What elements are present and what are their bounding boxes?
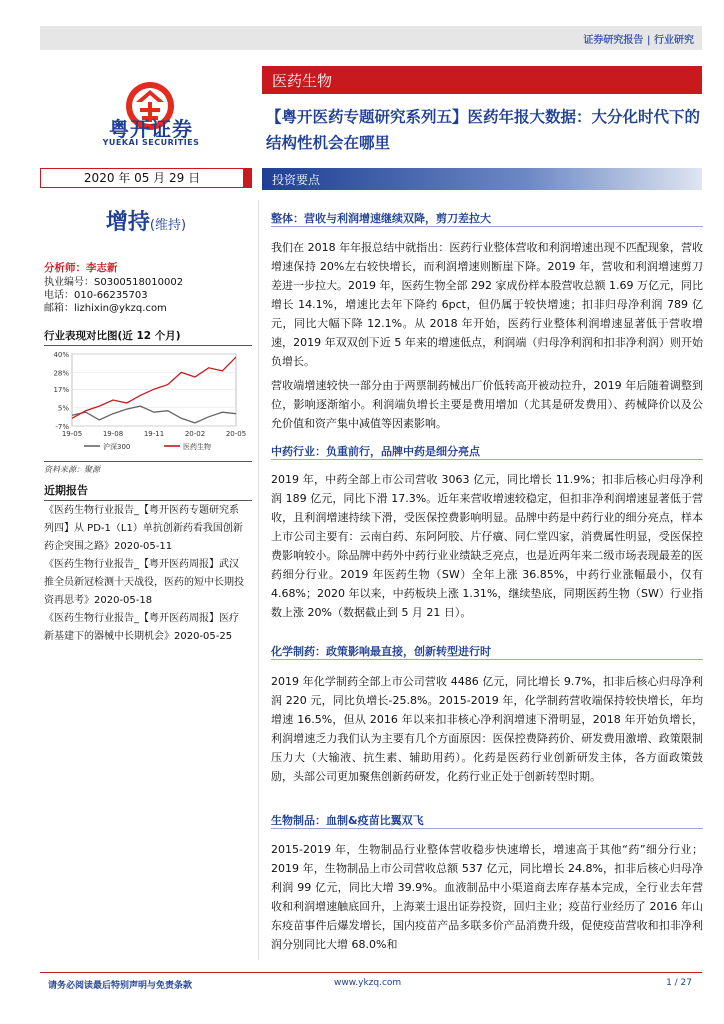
section-heading-chemical: 化学制药：政策影响最直接，创新转型进行时 bbox=[271, 643, 703, 660]
section-paragraph: 营收端增速较快一部分由于两票制药械出厂价低转高开被动拉升，2019 年后随着调整到位，影响逐渐缩小。利润端负增长主要是费用增加（尤其是研发费用）、药械降价以及公允价值和资产集中减值等因素影响。 bbox=[271, 379, 703, 430]
footer-disclaimer[interactable]: 请务必阅读最后特别声明与免责条款 bbox=[48, 981, 193, 991]
section-paragraph: 2019 年，中药全部上市公司营收 3063 亿元，同比增长 11.9%；扣非后核心归母净利润 189 亿元，同比下滑 17.3%。近年来营收增速较稳定，但扣非净利润增速显著低于营收，且利润增速持续下滑，受医保控费影响明显。品牌中药是中药行业的细分亮点，样本上市公司主要有：云南白药、东阿阿胶、片仔癀、同仁堂四家，消费属性明显，受医保控费影响较小。除品牌中药外中药行业业绩缺乏亮点，也是近两年来二级市场表现最差的医药细分行业。2019 年医药生物（SW）全年上涨 36.85%，中药行业涨幅最小，仅有 4.68%；2020 年以来，中药板块上涨 1.31%，继续垫底，同期医药生物（SW）行业指数上涨 20%（数据截止到 5 月 21 日）。 bbox=[271, 473, 703, 619]
key-points-banner bbox=[262, 168, 702, 190]
logo-chinese-name: 粤开证券 bbox=[109, 117, 193, 141]
recent-reports-list bbox=[44, 502, 244, 646]
chart-series-line bbox=[72, 406, 236, 423]
footer-divider bbox=[40, 972, 702, 973]
performance-chart bbox=[44, 348, 247, 458]
report-date: 2020 年 05 月 29 日 bbox=[40, 168, 243, 188]
report-category: 证券研究报告 | 行业研究 bbox=[583, 35, 694, 46]
date-bar bbox=[40, 168, 252, 188]
section-paragraph: 2019 年化学制药全部上市公司营收 4486 亿元，同比增长 9.7%，扣非后核心归母净利润 220 元，同比负增长-25.8%。2015-2019 年，化学制药营收端保持较快增长，年均增速 16.5%，但从 2016 年以来扣非核心净利润增速下滑明显，2018 年开始负增长，利润增速乏力我们认为主要有几个方面原因：医保控费降药价、研发费用激增、政策限制压力大（大输液、抗生素、辅助用药）。化药是医药行业创新研发主体，各方面政策鼓励，头部公司更加聚焦创新药研发，化药行业正处于创新转型时期。 bbox=[271, 675, 703, 783]
sector-label: 医药生物 bbox=[272, 72, 333, 90]
analyst-info bbox=[44, 262, 183, 315]
section-heading-tcm: 中药行业：负重前行，品牌中药是细分亮点 bbox=[271, 443, 703, 460]
rating-sub: (维持) bbox=[149, 218, 187, 233]
recent-report-item[interactable]: 《医药生物行业报告_【粤开医药专题研究系列四】从 PD-1（L1）单抗创新药看我国创新药企突围之路》2020-05-11 bbox=[44, 505, 243, 552]
recent-report-item[interactable]: 《医药生物行业报告_【粤开医药周报】医疗新基建下的器械中长期机会》2020-05-25 bbox=[44, 613, 239, 642]
chart-y-tick-label: 28% bbox=[53, 369, 69, 378]
rating-block bbox=[40, 205, 252, 236]
chart-plot-frame bbox=[72, 354, 236, 426]
section-heading-overall: 整体：营收与利润增速继续双降，剪刀差拉大 bbox=[271, 210, 703, 227]
key-points-label: 投资要点 bbox=[272, 173, 321, 187]
section-heading-bio: 生物制品：血制&疫苗比翼双飞 bbox=[271, 812, 703, 829]
chart-legend-label: 医药生物 bbox=[183, 443, 211, 451]
chart-source: 资料来源：聚源 bbox=[44, 461, 252, 475]
report-title: 【粤开医药专题研究系列五】医药年报大数据：大分化时代下的结构性机会在哪里 bbox=[266, 108, 701, 152]
recent-report-item[interactable]: 《医药生物行业报告_【粤开医药周报】武汉推全员新冠检测十天战役，医药的短中长期投资再思考》2020-05-18 bbox=[44, 559, 244, 606]
chart-x-tick-label: 19-05 bbox=[61, 430, 83, 438]
logo-english-name: YUEKAI SECURITIES bbox=[102, 138, 200, 147]
chart-x-tick-label: 20-02 bbox=[184, 430, 206, 438]
analyst-license: 执业编号：S0300518010002 bbox=[44, 277, 184, 288]
analyst-email[interactable]: 邮箱：lizhixin@ykzq.com bbox=[44, 303, 167, 314]
chart-legend-label: 沪深300 bbox=[103, 443, 131, 451]
chart-y-tick-label: 17% bbox=[53, 386, 69, 395]
chart-series-line bbox=[72, 357, 236, 418]
chart-x-tick-label: 19-08 bbox=[102, 430, 124, 438]
chart-y-tick-label: -7% bbox=[55, 423, 69, 431]
section-paragraph: 2015-2019 年，生物制品行业整体营收稳步快速增长，增速高于其他“药”细分行业；2019 年，生物制品上市公司营收总额 537 亿元，同比增长 24.8%，扣非后核心归母净利润 99 亿元，同比大增 39.9%。血液制品中小渠道商去库存基本完成，全行业去年营收和利润增速触底回升，上海莱士退出证券投资，回归主业；疫苗行业经历了 2016 年山东疫苗事件后爆发增长，国内疫苗产品多联多价产品消费升级，促使疫苗营收和扣非净利润分别同比大增 68.0%和 bbox=[271, 843, 703, 951]
chart-y-tick-label: 5% bbox=[57, 404, 69, 413]
rating-main: 增持 bbox=[105, 210, 150, 235]
chart-x-tick-label: 19-11 bbox=[143, 430, 165, 438]
footer-page-number: 1 / 27 bbox=[666, 978, 692, 988]
top-header-bar bbox=[40, 26, 702, 50]
column-divider bbox=[258, 200, 259, 960]
chart-x-tick-label: 20-05 bbox=[225, 430, 247, 438]
chart-y-tick-label: 40% bbox=[53, 351, 69, 359]
section-paragraph: 我们在 2018 年年报总结中就指出：医药行业整体营收和利润增速出现不匹配现象，营收增速保持 20%左右较快增长，而利润增速则断崖下降。2019 年，营收和利润增速剪刀差进一步拉大。2019 年，医药生物全部 292 家成份样本股营收总额 1.69 万亿元，同比增长 14.1%，增速比去年下降约 6pct，但仍属于较快增速；扣非归母净利润 789 亿元，同比大幅下降 12.1%。从 2018 年开始，医药行业整体利润增速显著低于营收增速，2019 年双双创下近 5 年来的增速低点，利润端（归母净利润和扣非净利润）则开始负增长。 bbox=[271, 241, 703, 368]
analyst-phone: 电话：010-66235703 bbox=[44, 290, 148, 301]
sector-banner bbox=[262, 66, 702, 94]
recent-reports-title: 近期报告 bbox=[44, 482, 252, 501]
analyst-name: 分析师：李志新 bbox=[44, 262, 118, 274]
footer-website[interactable]: www.ykzq.com bbox=[334, 978, 402, 988]
chart-title: 行业表现对比图(近 12 个月) bbox=[44, 328, 252, 346]
